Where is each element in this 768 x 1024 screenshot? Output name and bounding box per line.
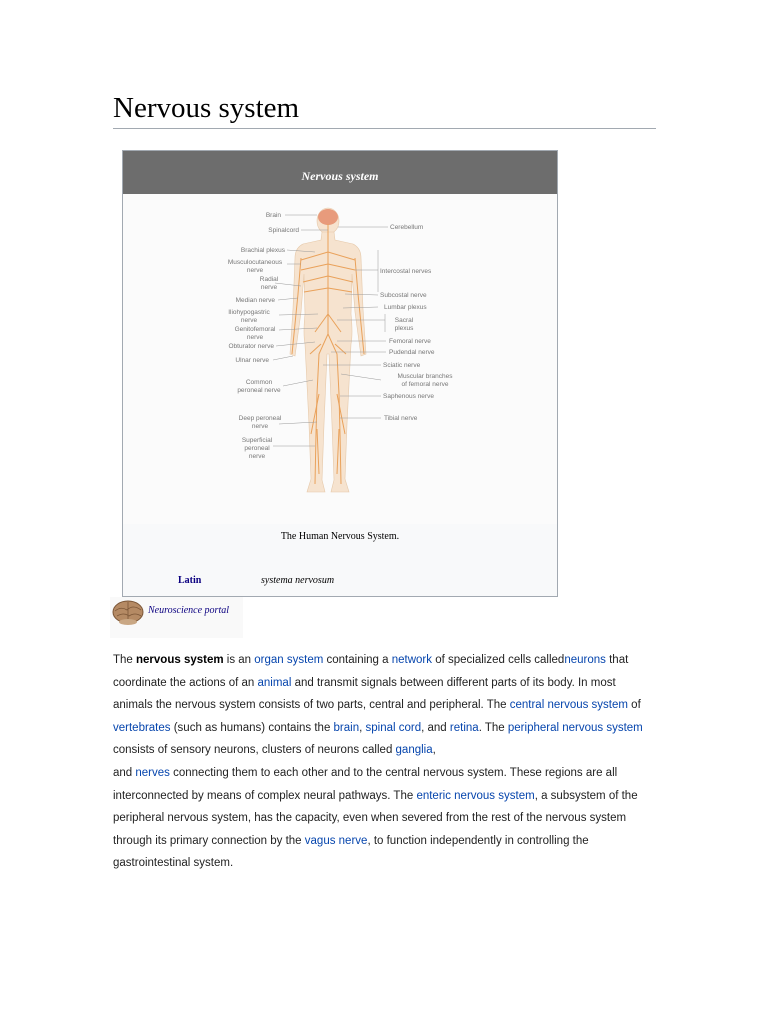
label-obturator: Obturator nerve <box>228 343 274 350</box>
text: and transmit signals between different parts of its body. In most animals the nervous system consists of two parts, central and peripheral. The <box>113 676 616 712</box>
link-central-nervous-system[interactable]: central nervous system <box>509 699 628 712</box>
label-iliohypogastric: Iliohypogastric <box>228 309 270 316</box>
page-title: Nervous system <box>113 88 656 129</box>
text: The <box>113 654 137 666</box>
label-superficial-peroneal: Superficial <box>241 437 273 444</box>
label-deep-peroneal: Deep peroneal <box>238 415 282 422</box>
label-musculocutaneous-2: nerve <box>246 267 264 274</box>
label-spinalcord: Spinalcord <box>268 227 299 234</box>
label-brachial-plexus: Brachial plexus <box>240 247 285 254</box>
text: that coordinate the actions of an <box>113 654 629 689</box>
label-sacral-plexus: Sacral <box>394 317 414 324</box>
link-spinal-cord[interactable]: spinal cord <box>365 721 422 734</box>
label-superficial-peroneal-2: peroneal <box>244 445 270 452</box>
infobox-caption: The Human Nervous System. <box>280 531 400 542</box>
label-brain: Brain <box>265 212 281 219</box>
label-muscular-branches-2: of femoral nerve <box>401 381 449 388</box>
bold-term: nervous system <box>136 654 224 666</box>
text: , <box>359 721 366 734</box>
label-genitofemoral: Genitofemoral <box>234 326 276 333</box>
link-brain[interactable]: brain <box>333 721 360 734</box>
text: connecting them to each other and to the central nervous system. These regions are all interconnected by means of complex neural pathways. The <box>113 766 618 802</box>
text: containing a <box>323 654 392 666</box>
text: is an <box>223 654 255 666</box>
label-radial-2: nerve <box>260 284 278 291</box>
label-saphenous: Saphenous nerve <box>383 393 434 400</box>
label-ulnar: Ulnar nerve <box>235 357 269 364</box>
text: of <box>627 699 641 712</box>
portal-link[interactable]: Neuroscience portal <box>148 605 230 616</box>
label-femoral: Femoral nerve <box>389 338 431 345</box>
label-lumbar-plexus: Lumbar plexus <box>384 304 427 311</box>
link-retina[interactable]: retina <box>449 721 479 734</box>
link-nerves[interactable]: nerves <box>135 766 170 779</box>
label-musculocutaneous: Musculocutaneous <box>227 259 283 266</box>
latin-value: systema nervosum <box>261 575 335 586</box>
label-muscular-branches: Muscular branches <box>397 373 453 380</box>
link-network[interactable]: network <box>391 654 433 666</box>
label-common-peroneal: Common <box>245 379 273 386</box>
label-radial: Radial <box>259 276 279 283</box>
link-neurons[interactable]: neurons <box>564 654 606 666</box>
label-median: Median nerve <box>235 297 275 304</box>
neuroscience-portal[interactable] <box>110 597 243 638</box>
link-vertebrates[interactable]: vertebrates <box>113 721 171 734</box>
infobox <box>122 150 558 597</box>
text: (such as humans) contains the <box>170 721 334 734</box>
text: , a subsystem of the peripheral nervous system, has the capacity, even when severed from the rest of the nervous system through its primary connection by the <box>113 789 638 847</box>
text: of specialized cells called <box>432 654 565 666</box>
label-superficial-peroneal-3: nerve <box>248 453 266 460</box>
label-pudendal: Pudendal nerve <box>389 349 435 356</box>
label-sacral-plexus-2: plexus <box>394 325 414 332</box>
link-organ-system[interactable]: organ system <box>254 654 324 666</box>
label-intercostal: Intercostal nerves <box>380 268 432 275</box>
label-iliohypogastric-2: nerve <box>240 317 258 324</box>
link-enteric-nervous-system[interactable]: enteric nervous system <box>416 789 535 802</box>
label-common-peroneal-2: peroneal nerve <box>237 387 281 394</box>
label-cerebellum: Cerebellum <box>390 224 424 231</box>
brain-icon <box>318 209 338 225</box>
label-tibial: Tibial nerve <box>384 415 418 422</box>
label-sciatic: Sciatic nerve <box>383 362 421 369</box>
brain-portal-icon <box>111 598 147 628</box>
nervous-system-figure[interactable] <box>123 194 557 524</box>
latin-label[interactable]: Latin <box>178 575 202 586</box>
label-subcostal: Subcostal nerve <box>380 292 427 299</box>
text: , and <box>421 721 450 734</box>
text: consists of sensory neurons, clusters of neurons called <box>113 744 396 757</box>
article-paragraph <box>113 649 658 875</box>
infobox-header: Nervous system <box>123 151 557 194</box>
text: , to function independently in controlling the gastrointestinal system. <box>113 834 589 870</box>
link-vagus-nerve[interactable]: vagus nerve <box>304 834 368 847</box>
link-peripheral-nervous-system[interactable]: peripheral nervous system <box>507 721 643 734</box>
text: , <box>432 744 436 757</box>
text: . The <box>478 721 508 734</box>
text: and <box>113 766 136 779</box>
link-ganglia[interactable]: ganglia <box>395 744 433 757</box>
link-animal[interactable]: animal <box>257 676 292 689</box>
label-genitofemoral-2: nerve <box>246 334 264 341</box>
label-deep-peroneal-2: nerve <box>251 423 269 430</box>
